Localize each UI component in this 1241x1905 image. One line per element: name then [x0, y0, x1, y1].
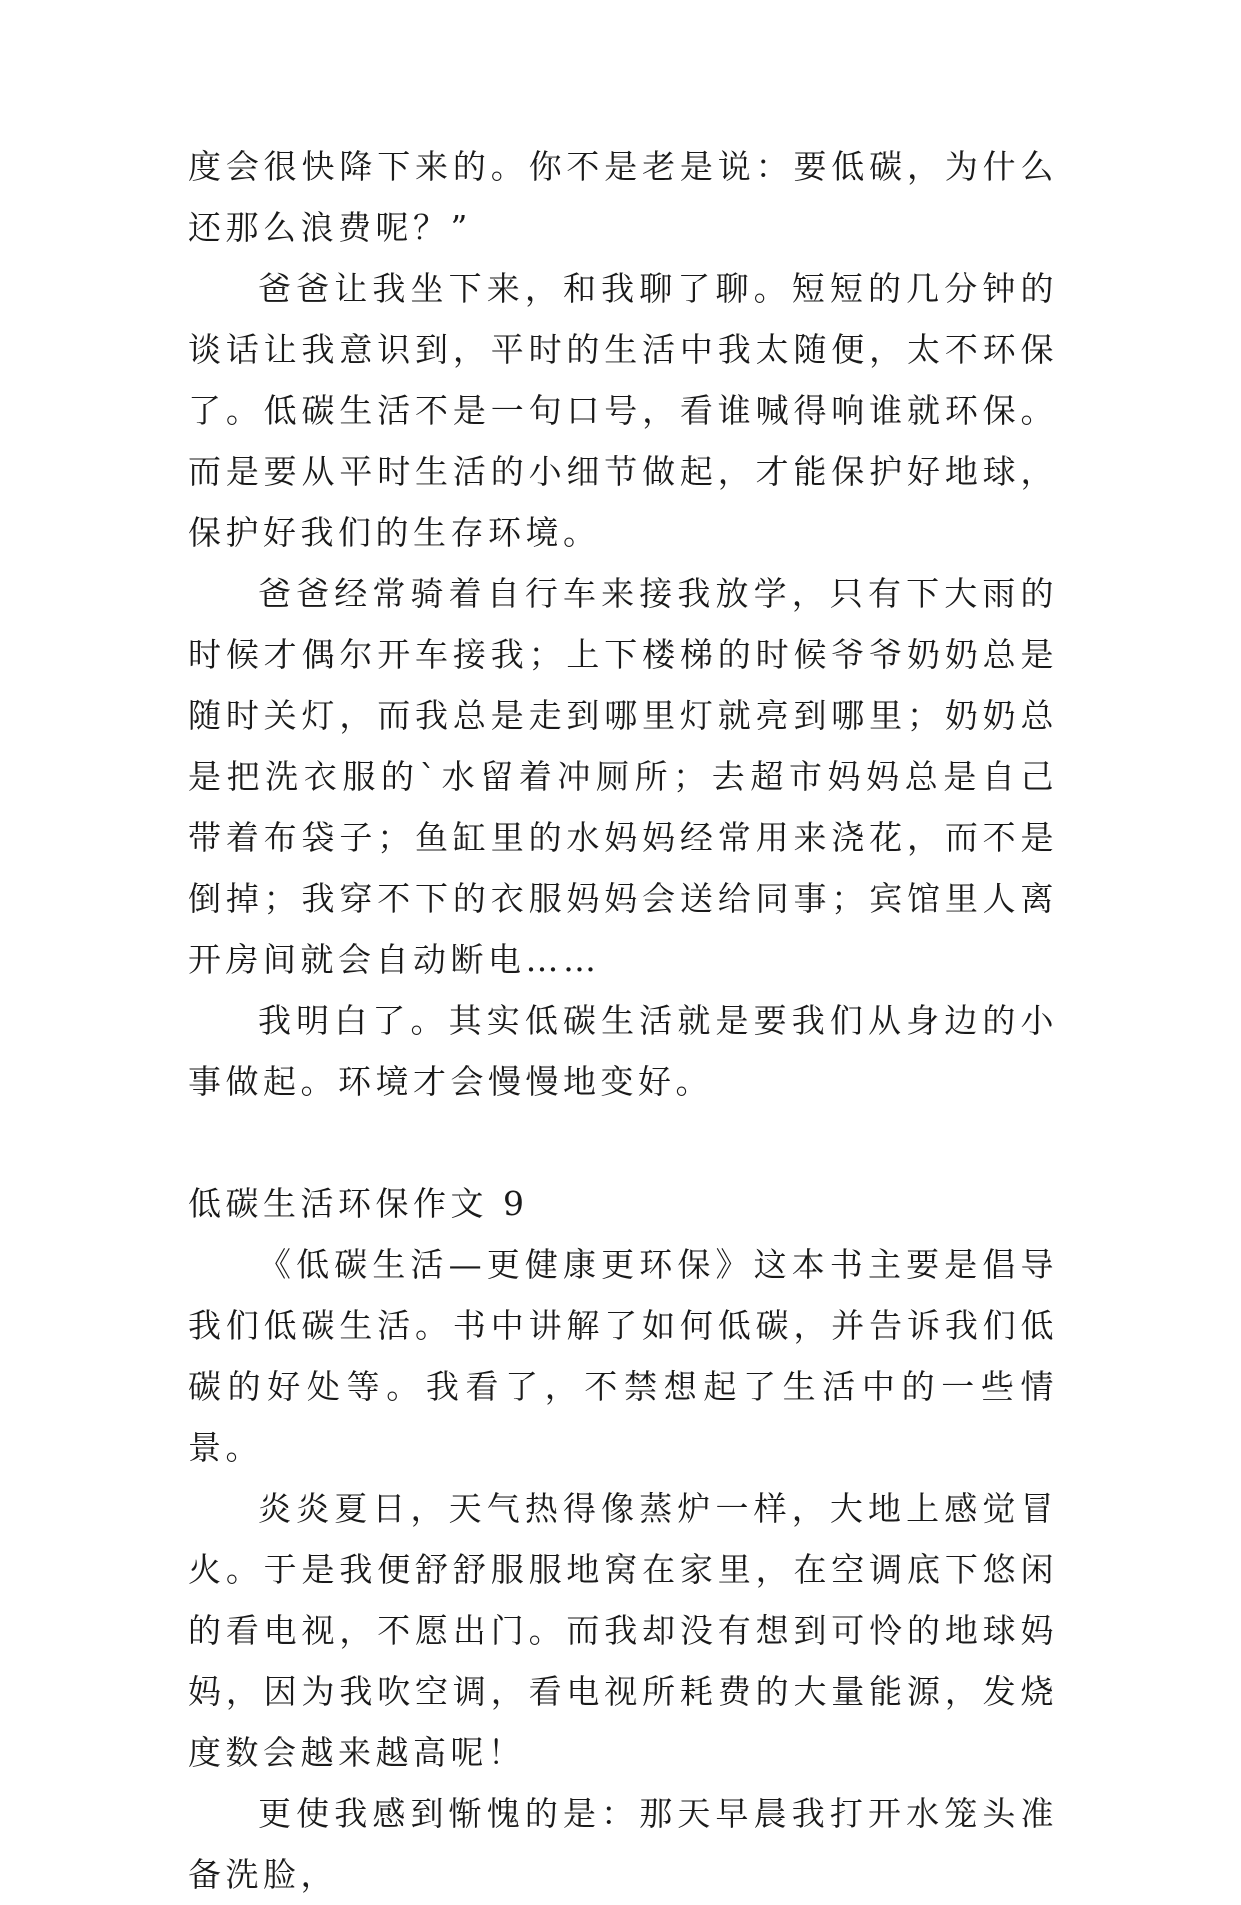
paragraph-7: 更使我感到惭愧的是：那天早晨我打开水笼头准备洗脸， [188, 1794, 1058, 1894]
paragraph-3: 爸爸经常骑着自行车来接我放学，只有下大雨的时候才偶尔开车接我；上下楼梯的时候爷爷奶奶总是随时关灯，而我总是走到哪里灯就亮到哪里；奶奶总是把洗衣服的`水留着冲厕所；去超市妈妈总是自己带着布袋子；鱼缸里的水妈妈经常用来浇花，而不是倒掉；我穿不下的衣服妈妈会送给同事；宾馆里人离开房间就会自动断电…… [188, 574, 1058, 979]
section-title: 低碳生活环保作文 9 [188, 1184, 529, 1223]
paragraph-2: 爸爸让我坐下来，和我聊了聊。短短的几分钟的谈话让我意识到，平时的生活中我太随便，太不环保了。低碳生活不是一句口号，看谁喊得响谁就环保。而是要从平时生活的小细节做起，才能保护好地球，保护好我们的生存环境。 [188, 269, 1058, 552]
paragraph-5: 《低碳生活—更健康更环保》这本书主要是倡导我们低碳生活。书中讲解了如何低碳，并告诉我们低碳的好处等。我看了，不禁想起了生活中的一些情景。 [188, 1245, 1058, 1467]
paragraph-1: 度会很快降下来的。你不是老是说：要低碳，为什么还那么浪费呢？” [188, 147, 1058, 247]
paragraph-6: 炎炎夏日，天气热得像蒸炉一样，大地上感觉冒火。于是我便舒舒服服地窝在家里，在空调底下悠闲的看电视，不愿出门。而我却没有想到可怜的地球妈妈，因为我吹空调，看电视所耗费的大量能源，发烧度数会越来越高呢！ [188, 1489, 1058, 1772]
document-page [188, 136, 1058, 1905]
paragraph-4: 我明白了。其实低碳生活就是要我们从身边的小事做起。环境才会慢慢地变好。 [188, 1001, 1058, 1101]
